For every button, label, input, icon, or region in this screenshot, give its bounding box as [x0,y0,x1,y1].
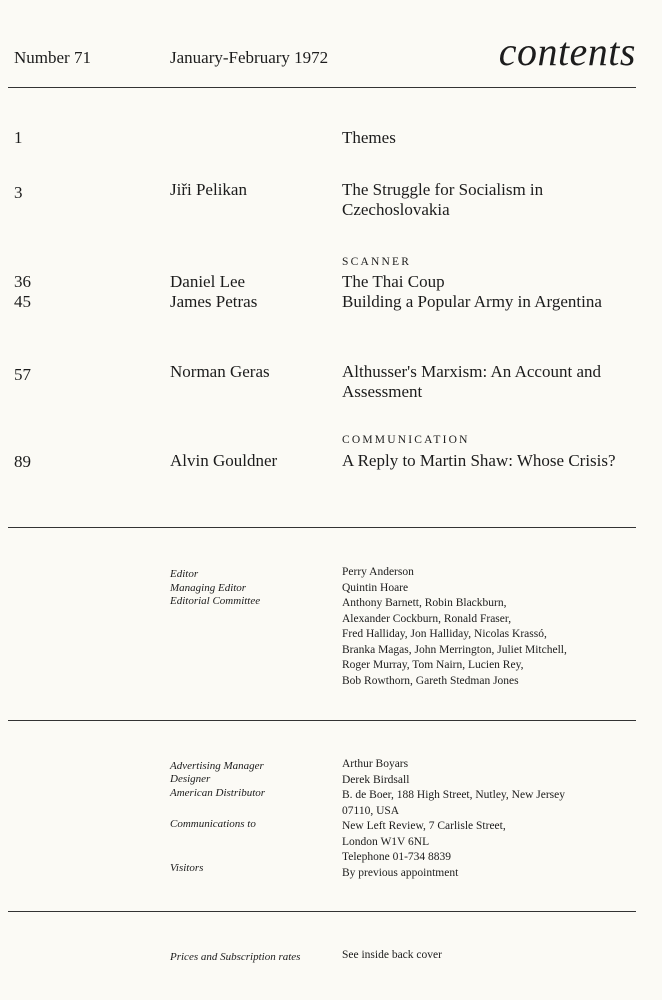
business-divider [8,911,636,912]
detail-line: Arthur Boyars [342,758,409,770]
section-label-scanner: SCANNER [342,256,412,268]
name-line: Roger Murray, Tom Nairn, Lucien Rey, [342,659,524,671]
article-page-number: 89 [14,452,31,471]
name-line: Anthony Barnett, Robin Blackburn, [342,597,507,609]
name-line: Fred Halliday, Jon Halliday, Nicolas Krassó, [342,628,547,640]
business-details [342,757,642,881]
article-page-number: 36 [14,272,31,291]
article-title: Building a Popular Army in Argentina [342,292,602,311]
name-line: Bob Rowthorn, Gareth Stedman Jones [342,674,519,687]
page-title: contents [498,29,636,74]
subscription-value: See inside back cover [342,949,442,961]
article-title: Althusser's Marxism: An Account and Assessment [342,362,601,401]
article-author: James Petras [170,292,258,311]
name-line: Perry Anderson [342,566,414,578]
article-author: Alvin Gouldner [170,451,278,470]
detail-line: By previous appointment [342,866,459,879]
name-line: Quintin Hoare [342,581,409,594]
article-title: The Thai Coup [342,272,445,291]
role-label: Managing Editor [170,581,247,594]
role-label: Editor [170,568,199,580]
issue-number: Number 71 [14,48,91,67]
article-author: Jiři Pelikan [170,180,247,199]
detail-line: London W1V 6NL [342,835,430,848]
section-label-communication: COMMUNICATION [342,434,470,446]
article-page-number: 57 [14,365,31,384]
role-label: Advertising Manager [170,760,264,772]
subscription-label: Prices and Subscription rates [170,951,301,963]
detail-line: New Left Review, 7 Carlisle Street, [342,820,506,832]
role-label: American Distributor [170,787,266,799]
article-page-number: 45 [14,292,31,311]
name-line: Alexander Cockburn, Ronald Fraser, [342,612,512,625]
header-divider [8,87,636,88]
editorial-divider [8,720,636,721]
detail-line: Telephone 01-734 8839 [342,851,452,863]
role-label: Editorial Committee [170,595,261,607]
article-title: Themes [342,128,396,147]
role-label: Visitors [170,862,204,874]
role-label: Designer [170,773,211,785]
detail-line: Derek Birdsall [342,773,410,786]
editorial-names [342,565,642,689]
detail-line: 07110, USA [342,804,400,817]
article-title: The Struggle for Socialism in Czechoslovakia [342,180,544,219]
article-title: A Reply to Martin Shaw: Whose Crisis? [342,451,616,470]
article-page-number: 1 [14,128,23,147]
article-author: Norman Geras [170,362,270,381]
article-page-number: 3 [14,183,23,202]
detail-line: B. de Boer, 188 High Street, Nutley, New Jersey [342,789,565,801]
role-label: Communications to [170,818,256,830]
article-author: Daniel Lee [170,272,246,291]
articles-divider [8,527,636,528]
issue-date: January-February 1972 [170,48,329,67]
editorial-roles [170,568,260,609]
name-line: Branka Magas, John Merrington, Juliet Mitchell, [342,643,567,656]
